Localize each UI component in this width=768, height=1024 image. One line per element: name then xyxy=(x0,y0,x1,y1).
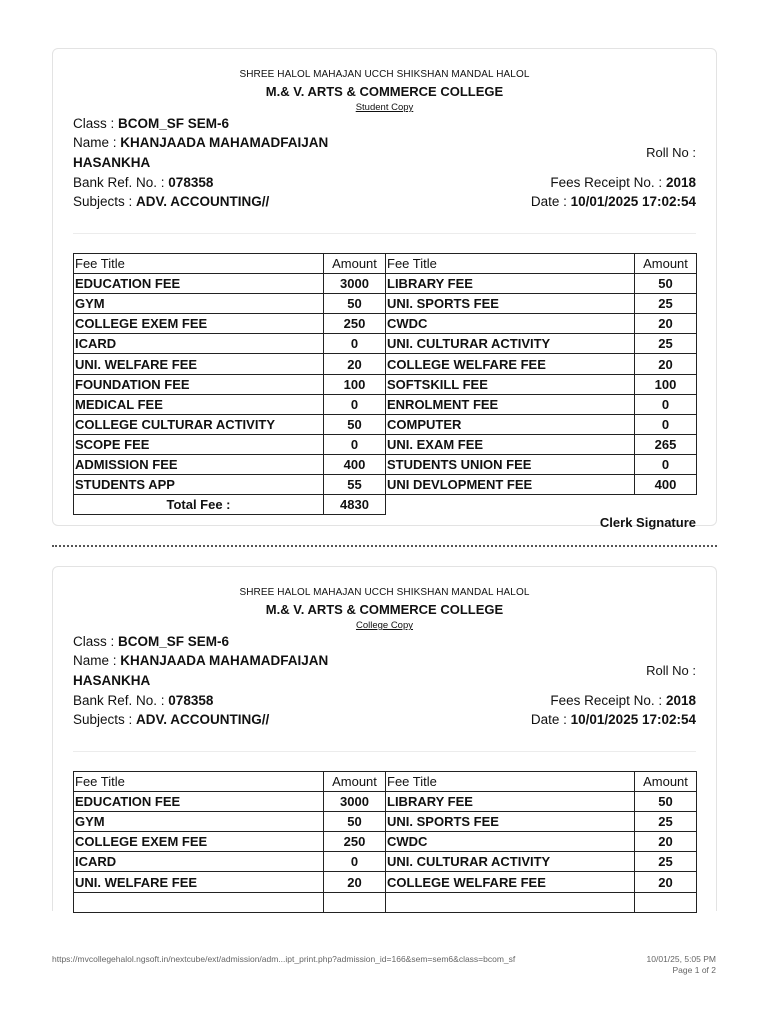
name-line: Name : KHANJAADA MAHAMADFAIJAN xyxy=(73,653,329,668)
table-row: ADMISSION FEE 400 STUDENTS UNION FEE 0 xyxy=(74,454,697,474)
copy-label: College Copy xyxy=(355,620,414,631)
college-name: M.& V. ARTS & COMMERCE COLLEGE xyxy=(265,602,504,617)
class-value: BCOM_SF SEM-6 xyxy=(118,634,230,649)
class-line: Class : BCOM_SF SEM-6 xyxy=(73,116,230,131)
copy-label: Student Copy xyxy=(355,102,414,113)
roll-no: Roll No : xyxy=(646,663,696,678)
table-row: MEDICAL FEE 0 ENROLMENT FEE 0 xyxy=(74,394,697,414)
table-row xyxy=(74,892,697,912)
fee-table xyxy=(73,253,697,515)
print-footer-url: https://mvcollegehalol.ngsoft.in/nextcube/ext/admission/adm...ipt_print.php?admission_id=166&sem=sem6&class=bcom_sf xyxy=(52,954,516,964)
table-row: COLLEGE EXEM FEE 250 CWDC 20 xyxy=(74,832,697,852)
fee-title-header: Fee Title xyxy=(386,254,635,274)
table-row: UNI. WELFARE FEE 20 COLLEGE WELFARE FEE 20 xyxy=(74,354,697,374)
bank-ref-value: 078358 xyxy=(168,175,214,190)
fee-title-header: Fee Title xyxy=(74,772,324,792)
subjects-value: ADV. ACCOUNTING// xyxy=(136,712,270,727)
fee-table-header xyxy=(74,772,697,792)
table-row: SCOPE FEE 0 UNI. EXAM FEE 265 xyxy=(74,434,697,454)
print-footer-page: Page 1 of 2 xyxy=(672,965,716,975)
print-footer-date: 10/01/25, 5:05 PM xyxy=(646,954,716,964)
student-name: KHANJAADA MAHAMADFAIJAN xyxy=(120,653,329,668)
table-row: ICARD 0 UNI. CULTURAR ACTIVITY 25 xyxy=(74,334,697,354)
name-line: Name : KHANJAADA MAHAMADFAIJAN xyxy=(73,135,329,150)
amount-header: Amount xyxy=(324,772,386,792)
clerk-signature: Clerk Signature xyxy=(599,515,696,530)
fee-title-header: Fee Title xyxy=(386,772,635,792)
amount-header: Amount xyxy=(635,254,697,274)
cut-line xyxy=(52,545,717,547)
receipt-no-value: 2018 xyxy=(665,693,696,708)
total-fee-label: Total Fee : xyxy=(74,495,324,515)
roll-no: Roll No : xyxy=(646,145,696,160)
receipt-no-line: Fees Receipt No. : 2018 xyxy=(550,175,696,190)
receipt-no-value: 2018 xyxy=(665,175,696,190)
class-value: BCOM_SF SEM-6 xyxy=(118,116,230,131)
date-value: 10/01/2025 17:02:54 xyxy=(570,712,696,727)
fee-table xyxy=(73,771,697,913)
table-row: EDUCATION FEE 3000 LIBRARY FEE 50 xyxy=(74,792,697,812)
org-name: SHREE HALOL MAHAJAN UCCH SHIKSHAN MANDAL HALOL xyxy=(239,69,530,80)
amount-header: Amount xyxy=(635,772,697,792)
student-copy-receipt xyxy=(52,48,717,530)
amount-header: Amount xyxy=(324,254,386,274)
table-row: UNI. WELFARE FEE 20 COLLEGE WELFARE FEE 20 xyxy=(74,872,697,892)
table-row: GYM 50 UNI. SPORTS FEE 25 xyxy=(74,812,697,832)
bank-ref-value: 078358 xyxy=(168,693,214,708)
name-line-2: HASANKHA xyxy=(73,155,151,170)
divider xyxy=(73,751,696,752)
class-line: Class : BCOM_SF SEM-6 xyxy=(73,634,230,649)
receipt-no-line: Fees Receipt No. : 2018 xyxy=(550,693,696,708)
date-value: 10/01/2025 17:02:54 xyxy=(570,194,696,209)
student-name: KHANJAADA MAHAMADFAIJAN xyxy=(120,135,329,150)
table-row: FOUNDATION FEE 100 SOFTSKILL FEE 100 xyxy=(74,374,697,394)
date-line: Date : 10/01/2025 17:02:54 xyxy=(530,712,696,727)
table-row: COLLEGE EXEM FEE 250 CWDC 20 xyxy=(74,314,697,334)
table-row: EDUCATION FEE 3000 LIBRARY FEE 50 xyxy=(74,274,697,294)
fee-title-header: Fee Title xyxy=(74,254,324,274)
college-name: M.& V. ARTS & COMMERCE COLLEGE xyxy=(265,84,504,99)
table-row: STUDENTS APP 55 UNI DEVLOPMENT FEE 400 xyxy=(74,475,697,495)
college-copy-receipt xyxy=(52,566,717,911)
bank-ref-line: Bank Ref. No. : 078358 xyxy=(73,175,214,190)
subjects-line: Subjects : ADV. ACCOUNTING// xyxy=(73,194,270,209)
total-fee-value: 4830 xyxy=(324,495,386,515)
subjects-line: Subjects : ADV. ACCOUNTING// xyxy=(73,712,270,727)
date-line: Date : 10/01/2025 17:02:54 xyxy=(530,194,696,209)
divider xyxy=(73,233,696,234)
table-row: ICARD 0 UNI. CULTURAR ACTIVITY 25 xyxy=(74,852,697,872)
total-row xyxy=(74,495,697,515)
table-row: COLLEGE CULTURAR ACTIVITY 50 COMPUTER 0 xyxy=(74,414,697,434)
org-name: SHREE HALOL MAHAJAN UCCH SHIKSHAN MANDAL HALOL xyxy=(239,587,530,598)
fee-table-header xyxy=(74,254,697,274)
table-row: GYM 50 UNI. SPORTS FEE 25 xyxy=(74,294,697,314)
bank-ref-line: Bank Ref. No. : 078358 xyxy=(73,693,214,708)
subjects-value: ADV. ACCOUNTING// xyxy=(136,194,270,209)
name-line-2: HASANKHA xyxy=(73,673,151,688)
